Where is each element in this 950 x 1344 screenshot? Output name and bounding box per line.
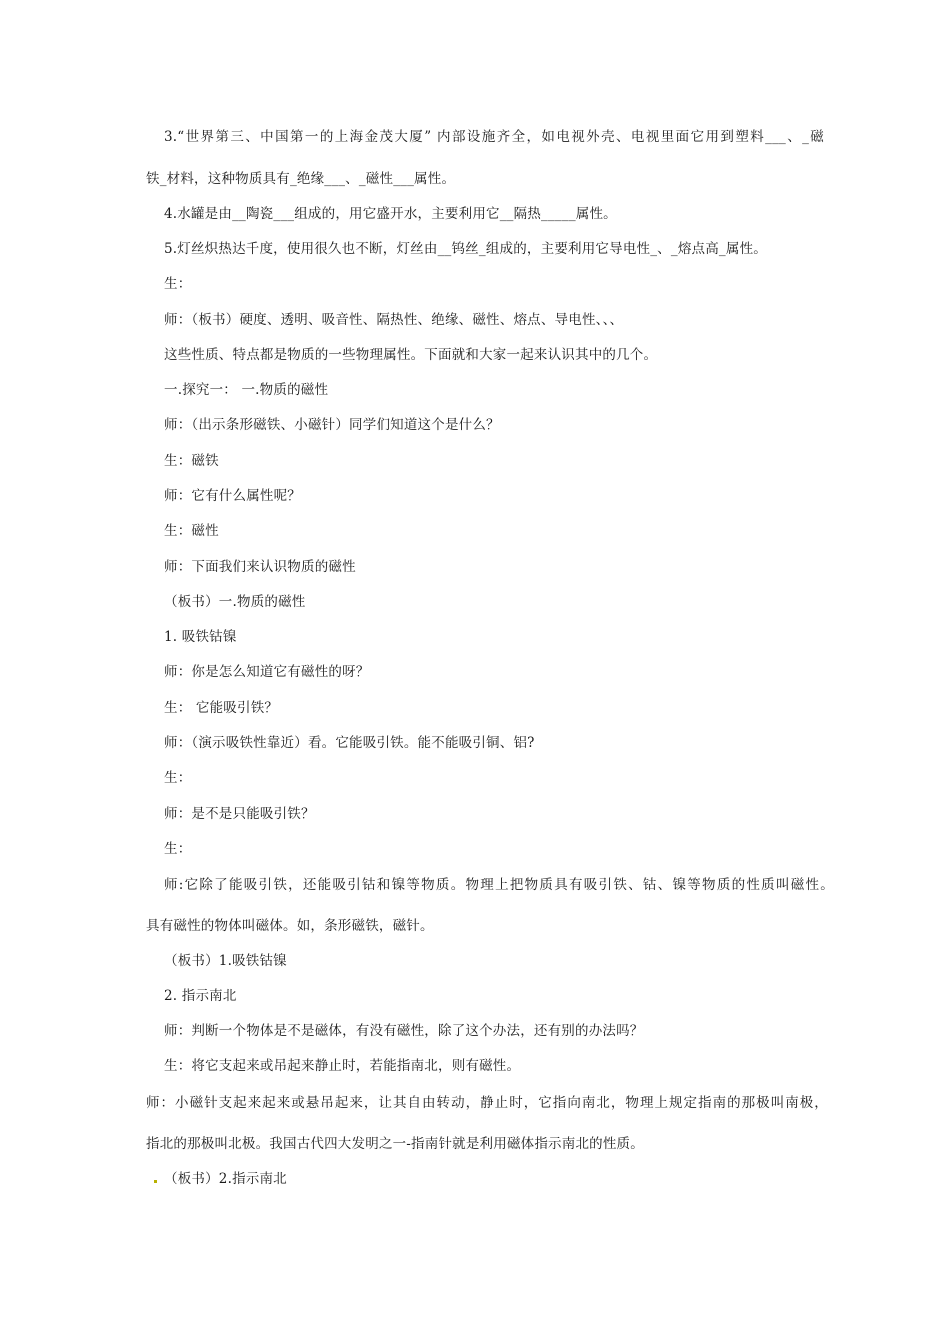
text-line: 师：小磁针支起来起来或悬吊起来，让其自由转动，静止时，它指向南北，物理上规定指南的那极叫南极， <box>146 1095 828 1111</box>
text-line: 生： 它能吸引铁？ <box>164 700 279 716</box>
text-line: 师：它有什么属性呢？ <box>164 488 301 504</box>
text-line: 生：磁铁 <box>164 453 219 469</box>
text-line: 师:它除了能吸引铁，还能吸引钴和镍等物质。物理上把物质具有吸引铁、钴、镍等物质的性质叫磁性。 <box>164 877 834 893</box>
text-line: 师：你是怎么知道它有磁性的呀？ <box>164 664 370 680</box>
text-line: 5.灯丝炽热达千度，使用很久也不断，灯丝由__钨丝_组成的，主要利用它导电性_、_熔点高_属性。 <box>164 241 767 257</box>
text-line: 4.水罐是由__陶瓷___组成的，用它盛开水，主要利用它__隔热_____属性。 <box>164 206 617 222</box>
text-line: 生： <box>164 276 192 292</box>
text-line: 生： <box>164 770 192 786</box>
text-line: 师：（板书）硬度、透明、吸音性、隔热性、绝缘、磁性、熔点、导电性、、、 <box>164 312 624 328</box>
text-line: （板书）1.吸铁钴镍 <box>164 953 287 969</box>
section-heading: 一.探究一： 一.物质的磁性 <box>164 382 329 398</box>
bullet-marker <box>154 1180 157 1183</box>
text-line: 师：（演示吸铁性靠近）看。它能吸引铁。能不能吸引铜、铝? <box>164 735 535 751</box>
text-line: 师：是不是只能吸引铁？ <box>164 806 315 822</box>
text-line: 生： <box>164 841 192 857</box>
text-line: 指北的那极叫北极。我国古代四大发明之一-指南针就是利用磁体指示南北的性质。 <box>146 1136 644 1152</box>
text-line: 1. 吸铁钴镍 <box>164 629 237 645</box>
text-line: 铁_材料，这种物质具有_绝缘___、_磁性___属性。 <box>146 171 456 187</box>
text-line: （板书）2.指示南北 <box>164 1171 287 1187</box>
text-line: 2. 指示南北 <box>164 988 237 1004</box>
text-line: 生：磁性 <box>164 523 219 539</box>
text-line: 这些性质、特点都是物质的一些物理属性。下面就和大家一起来认识其中的几个。 <box>164 347 658 363</box>
text-line: 师：（出示条形磁铁、小磁针）同学们知道这个是什么？ <box>164 417 500 433</box>
text-line: 3.“世界第三、中国第一的上海金茂大厦” 内部设施齐全，如电视外壳、电视里面它用到塑料___、_磁 <box>164 129 824 145</box>
text-line: 师：判断一个物体是不是磁体，有没有磁性，除了这个办法，还有别的办法吗？ <box>164 1023 644 1039</box>
text-line: 师：下面我们来认识物质的磁性 <box>164 559 356 575</box>
text-line: 生：将它支起来或吊起来静止时，若能指南北，则有磁性。 <box>164 1058 521 1074</box>
text-line: 具有磁性的物体叫磁体。如，条形磁铁，磁针。 <box>146 918 434 934</box>
text-line: （板书）一.物质的磁性 <box>164 594 306 610</box>
